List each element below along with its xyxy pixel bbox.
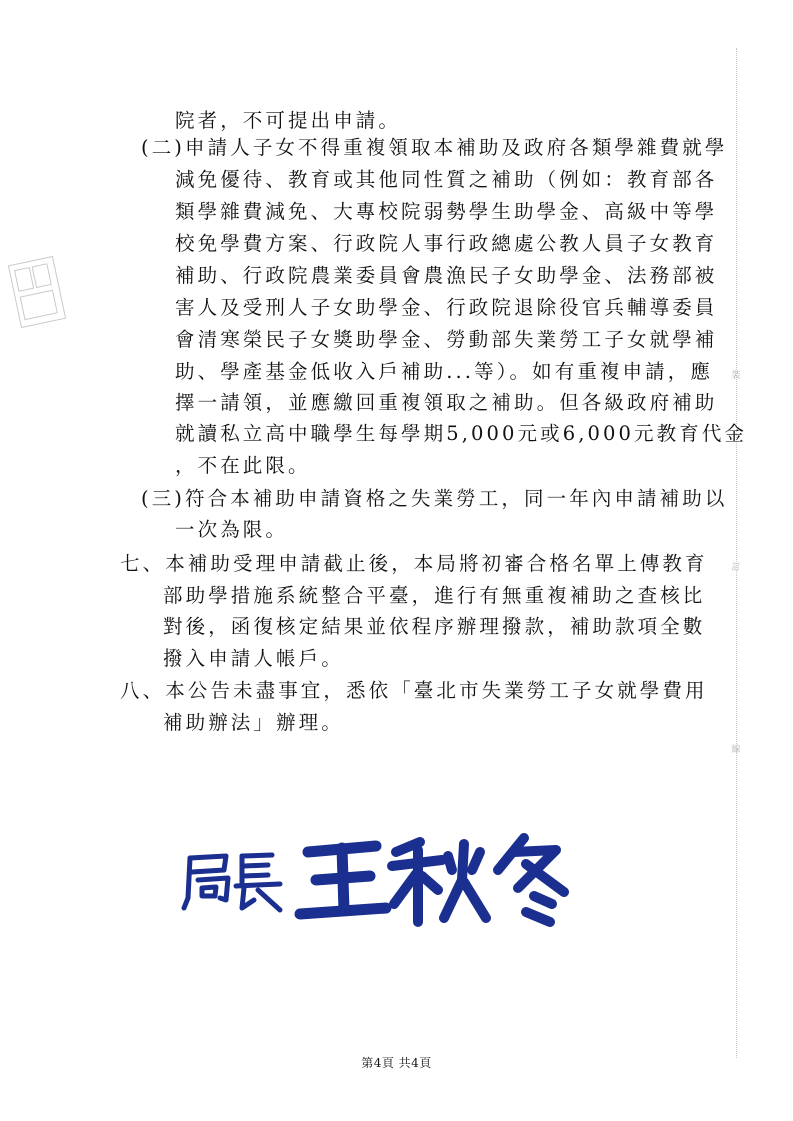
receipt-stamp [8, 256, 66, 328]
text-line: 就讀私立高中職學生每學期5,000元或6,000元教育代金 [175, 422, 748, 445]
text-line: (三)符合本補助申請資格之失業勞工，同一年內申請補助以 [141, 487, 728, 510]
text-line: 一次為限。 [175, 518, 289, 541]
name-char-wang [300, 846, 386, 914]
binding-mark: 裝 [731, 371, 741, 381]
text-line: 部助學措施系統整合平臺，進行有無重複補助之查核比 [163, 584, 706, 607]
page-number: 第4頁 共4頁 [361, 1056, 432, 1070]
binding-mark: 訂 [731, 563, 741, 573]
text-line: 助、學產基金低收入戶補助...等）。如有重複申請，應 [175, 360, 713, 383]
text-line: 校免學費方案、行政院人事行政總處公教人員子女教育 [175, 232, 718, 255]
signature-stamp [180, 830, 580, 934]
text-line: ，不在此限。 [175, 454, 311, 477]
binding-mark: 線 [731, 745, 741, 755]
title-char-ju [184, 856, 228, 908]
name-char-qiu [392, 842, 486, 922]
text-line: 會清寒榮民子女獎助學金、勞動部失業勞工子女就學補 [175, 328, 718, 351]
text-line: (二)申請人子女不得重複領取本補助及政府各類學雜費就學 [141, 136, 728, 159]
text-line: 類學雜費減免、大專校院弱勢學生助學金、高級中等學 [175, 200, 718, 223]
text-line: 八、本公告未盡事宜，悉依「臺北市失業勞工子女就學費用 [120, 679, 708, 702]
text-line: 減免優待、教育或其他同性質之補助（例如：教育部各 [175, 168, 718, 191]
text-line: 對後，函復核定結果並依程序辦理撥款，補助款項全數 [163, 615, 706, 638]
text-line: 院者，不可提出申請。 [175, 109, 402, 132]
text-line: 害人及受刑人子女助學金、行政院退除役官兵輔導委員 [175, 296, 718, 319]
text-line: 撥入申請人帳戶。 [163, 647, 344, 670]
text-line: 擇一請領，並應繳回重複領取之補助。但各級政府補助 [175, 391, 718, 414]
name-char-dong [498, 838, 564, 922]
signature-graphic [180, 830, 580, 930]
text-line: 補助、行政院農業委員會農漁民子女助學金、法務部被 [175, 264, 718, 287]
text-line: 補助辦法」辦理。 [163, 711, 344, 734]
text-line: 七、本補助受理申請截止後，本局將初審合格名單上傳教育 [120, 552, 708, 575]
title-char-zhang [236, 855, 280, 910]
binding-line [736, 48, 737, 1058]
